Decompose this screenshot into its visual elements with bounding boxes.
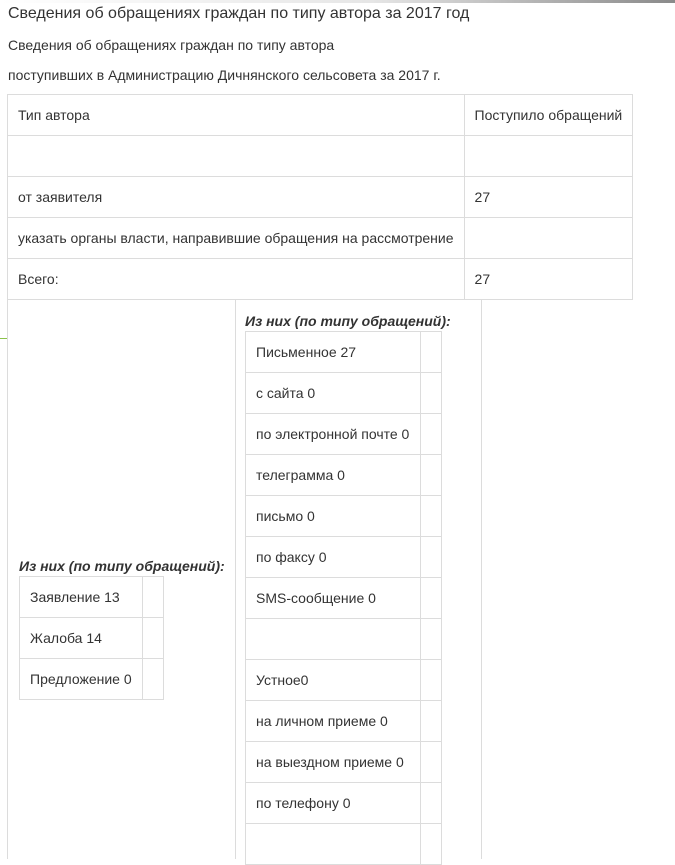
breakdown-container xyxy=(7,299,482,859)
table-row xyxy=(246,701,442,742)
empty-cell xyxy=(142,577,163,618)
table-row xyxy=(246,332,442,373)
green-accent-mark xyxy=(0,338,7,339)
table-row xyxy=(246,824,442,865)
table-row xyxy=(246,619,442,660)
table-row xyxy=(8,177,633,218)
empty-cell xyxy=(421,660,442,701)
method-cell: письмо 0 xyxy=(246,496,421,537)
header-received: Поступило обращений xyxy=(464,95,633,136)
method-cell: телеграмма 0 xyxy=(246,455,421,496)
table-row xyxy=(246,496,442,537)
appeal-type-cell: Заявление 13 xyxy=(20,577,143,618)
received-cell xyxy=(464,136,633,177)
author-type-cell: от заявителя xyxy=(8,177,465,218)
empty-cell xyxy=(421,619,442,660)
table-row xyxy=(8,136,633,177)
method-cell: на личном приеме 0 xyxy=(246,701,421,742)
method-cell: по телефону 0 xyxy=(246,783,421,824)
method-cell: SMS-сообщение 0 xyxy=(246,578,421,619)
method-cell: по факсу 0 xyxy=(246,537,421,578)
method-cell xyxy=(246,619,421,660)
right-breakdown-column xyxy=(235,299,482,859)
table-row xyxy=(246,455,442,496)
received-cell: 27 xyxy=(464,177,633,218)
right-breakdown-heading: Из них (по типу обращений): xyxy=(245,313,451,329)
empty-cell xyxy=(421,537,442,578)
table-row xyxy=(246,742,442,783)
appeal-type-cell: Жалоба 14 xyxy=(20,618,143,659)
top-shadow-bar xyxy=(0,0,675,3)
empty-cell xyxy=(142,659,163,700)
page-title: Сведения об обращениях граждан по типу автора за 2017 год xyxy=(8,5,470,22)
method-cell: по электронной почте 0 xyxy=(246,414,421,455)
total-label-cell: Всего: xyxy=(8,259,465,300)
table-row xyxy=(8,259,633,300)
empty-cell xyxy=(421,783,442,824)
author-type-cell: указать органы власти, направившие обращения на рассмотрение xyxy=(8,218,465,259)
empty-cell xyxy=(421,373,442,414)
left-breakdown-column xyxy=(7,299,236,859)
table-row xyxy=(246,578,442,619)
received-cell xyxy=(464,218,633,259)
empty-cell xyxy=(421,742,442,783)
empty-cell xyxy=(142,618,163,659)
total-value-cell: 27 xyxy=(464,259,633,300)
method-cell: Устное0 xyxy=(246,660,421,701)
empty-cell xyxy=(421,414,442,455)
table-row xyxy=(246,783,442,824)
author-type-cell xyxy=(8,136,465,177)
header-author-type: Тип автора xyxy=(8,95,465,136)
empty-cell xyxy=(421,824,442,865)
appeal-type-cell: Предложение 0 xyxy=(20,659,143,700)
method-cell: Письменное 27 xyxy=(246,332,421,373)
report-subtitle-line2: поступивших в Администрацию Дичнянского сельсовета за 2017 г. xyxy=(8,67,441,83)
table-row xyxy=(246,373,442,414)
submission-method-table xyxy=(245,331,442,865)
empty-cell xyxy=(421,701,442,742)
appeal-type-table xyxy=(19,576,164,700)
report-subtitle-line1: Сведения об обращениях граждан по типу автора xyxy=(8,37,335,53)
empty-cell xyxy=(421,332,442,373)
table-row xyxy=(20,577,164,618)
table-row xyxy=(246,537,442,578)
table-row xyxy=(246,414,442,455)
left-breakdown-heading: Из них (по типу обращений): xyxy=(19,558,225,574)
method-cell xyxy=(246,824,421,865)
table-row xyxy=(20,618,164,659)
table-header-row xyxy=(8,95,633,136)
table-row xyxy=(246,660,442,701)
table-row xyxy=(20,659,164,700)
method-cell: на выездном приеме 0 xyxy=(246,742,421,783)
table-row xyxy=(8,218,633,259)
empty-cell xyxy=(421,578,442,619)
empty-cell xyxy=(421,496,442,537)
method-cell: с сайта 0 xyxy=(246,373,421,414)
empty-cell xyxy=(421,455,442,496)
author-type-table xyxy=(7,94,633,300)
